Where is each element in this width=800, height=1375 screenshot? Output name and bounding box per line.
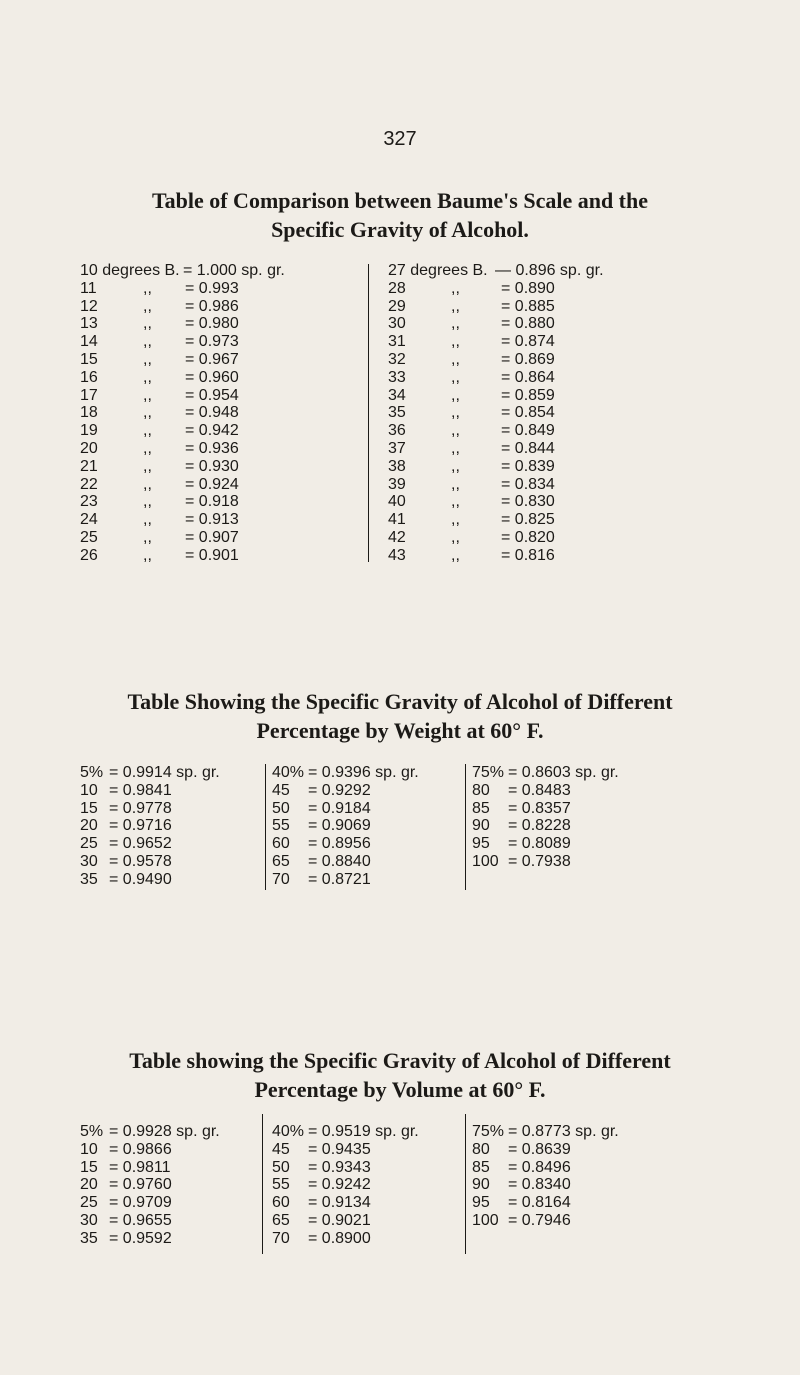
table2-title-line2: Percentage by Weight at 60° F. — [256, 718, 544, 743]
table-row — [472, 853, 672, 871]
ditto-mark: ,, — [143, 493, 152, 511]
ditto-mark: ,, — [143, 333, 152, 351]
gravity-value: = 0.8721 — [308, 870, 371, 888]
table1-title — [0, 186, 800, 244]
table1-title-line2: Specific Gravity of Alcohol. — [271, 217, 529, 242]
ditto-mark: ,, — [143, 279, 152, 297]
degree-number: 38 — [388, 457, 406, 475]
gravity-value: = 0.8357 — [508, 799, 571, 817]
gravity-value: = 0.993 — [185, 279, 239, 297]
percentage: 5% — [80, 764, 104, 781]
table3-title-line2: Percentage by Volume at 60° F. — [254, 1077, 546, 1102]
percentage: 65 — [272, 852, 290, 870]
gravity-value: = 0.9343 — [308, 1158, 371, 1176]
table-row — [80, 1141, 260, 1159]
table-row — [80, 800, 260, 818]
gravity-value: = 0.864 — [501, 368, 555, 386]
gravity-value: = 0.890 — [501, 279, 555, 297]
table1-divider — [368, 264, 369, 562]
gravity-value: = 0.9760 — [109, 1176, 172, 1194]
ditto-mark: ,, — [451, 386, 460, 404]
gravity-value: = 0.9435 — [308, 1140, 371, 1158]
ditto-mark: ,, — [451, 350, 460, 368]
table-row — [80, 1194, 260, 1212]
gravity-value: = 0.869 — [501, 350, 555, 368]
gravity-value: = 0.9242 — [308, 1176, 371, 1194]
gravity-value: = 0.9928 sp. gr. — [109, 1123, 220, 1140]
ditto-mark: ,, — [143, 511, 152, 529]
gravity-value: = 0.874 — [501, 333, 555, 351]
ditto-mark: ,, — [451, 475, 460, 493]
ditto-mark: ,, — [451, 279, 460, 297]
gravity-value: = 0.834 — [501, 475, 555, 493]
table2-title — [0, 687, 800, 745]
gravity-value: = 0.859 — [501, 386, 555, 404]
ditto-mark: ,, — [143, 386, 152, 404]
table-row — [272, 1194, 452, 1212]
gravity-value: = 0.960 — [185, 368, 239, 386]
degree-label: 27 degrees B. — [388, 262, 488, 279]
degree-number: 14 — [80, 333, 98, 351]
gravity-value: = 0.8483 — [508, 781, 571, 799]
gravity-value: = 0.8900 — [308, 1229, 371, 1247]
percentage: 25 — [80, 1194, 98, 1212]
gravity-value: = 0.9069 — [308, 817, 371, 835]
degree-number: 40 — [388, 493, 406, 511]
gravity-value: = 0.8840 — [308, 852, 371, 870]
percentage: 20 — [80, 817, 98, 835]
gravity-value: = 0.8228 — [508, 817, 571, 835]
degree-number: 26 — [80, 546, 98, 564]
table-row — [80, 440, 330, 458]
table-row — [80, 422, 330, 440]
table-row — [272, 1159, 452, 1177]
gravity-value: = 0.839 — [501, 457, 555, 475]
table-row — [80, 853, 260, 871]
table-row — [272, 1141, 452, 1159]
table-row — [272, 782, 452, 800]
percentage: 90 — [472, 817, 490, 835]
table3-column-3 — [472, 1123, 672, 1230]
percentage: 10 — [80, 1140, 98, 1158]
gravity-value: = 0.844 — [501, 439, 555, 457]
degree-number: 19 — [80, 422, 98, 440]
gravity-value: = 0.936 — [185, 439, 239, 457]
ditto-mark: ,, — [143, 350, 152, 368]
degree-number: 35 — [388, 404, 406, 422]
table-row — [388, 422, 678, 440]
degree-number: 16 — [80, 368, 98, 386]
degree-number: 34 — [388, 386, 406, 404]
gravity-value: = 0.9292 — [308, 781, 371, 799]
table-row — [388, 547, 678, 565]
percentage: 80 — [472, 781, 490, 799]
table-row — [80, 404, 330, 422]
table-row — [472, 817, 672, 835]
gravity-value: = 0.924 — [185, 475, 239, 493]
gravity-value: = 0.986 — [185, 297, 239, 315]
table-row — [80, 493, 330, 511]
ditto-mark: ,, — [143, 297, 152, 315]
ditto-mark: ,, — [451, 404, 460, 422]
table-row — [388, 458, 678, 476]
table2-divider-2 — [465, 764, 466, 890]
table-row — [80, 1176, 260, 1194]
gravity-value: = 0.825 — [501, 511, 555, 529]
table-row — [80, 315, 330, 333]
percentage: 85 — [472, 1158, 490, 1176]
gravity-value: = 0.918 — [185, 493, 239, 511]
table3-column-2 — [272, 1123, 452, 1248]
table3-divider-1 — [262, 1114, 263, 1254]
gravity-value: = 0.9716 — [109, 817, 172, 835]
table-row — [272, 1176, 452, 1194]
table-row — [80, 817, 260, 835]
table-row — [388, 476, 678, 494]
percentage: 45 — [272, 781, 290, 799]
gravity-value: = 0.907 — [185, 528, 239, 546]
percentage: 30 — [80, 1211, 98, 1229]
percentage: 65 — [272, 1211, 290, 1229]
degree-number: 11 — [80, 279, 97, 297]
table3-title-line1: Table showing the Specific Gravity of Alcohol of Different — [129, 1048, 671, 1073]
percentage: 25 — [80, 835, 98, 853]
table1-right-first-row — [388, 262, 678, 280]
table-row — [472, 1123, 672, 1141]
table-row — [472, 764, 672, 782]
table3-divider-2 — [465, 1114, 466, 1254]
table1-title-line1: Table of Comparison between Baume's Scale and the — [151, 188, 649, 213]
table-row — [472, 782, 672, 800]
gravity-value: = 0.880 — [501, 315, 555, 333]
table-row — [80, 1230, 260, 1248]
table-row — [388, 529, 678, 547]
gravity-value: = 0.942 — [185, 422, 239, 440]
gravity-value: = 0.930 — [185, 457, 239, 475]
table-row — [272, 835, 452, 853]
degree-number: 36 — [388, 422, 406, 440]
table-row — [388, 315, 678, 333]
ditto-mark: ,, — [451, 528, 460, 546]
gravity-value: = 0.8773 sp. gr. — [508, 1123, 619, 1140]
table2-column-2 — [272, 764, 452, 889]
percentage: 95 — [472, 835, 490, 853]
table-row — [472, 1212, 672, 1230]
table1-left-first-row — [80, 262, 330, 280]
table-row — [472, 1141, 672, 1159]
ditto-mark: ,, — [143, 439, 152, 457]
percentage: 55 — [272, 1176, 290, 1194]
gravity-value: = 0.854 — [501, 404, 555, 422]
table-row — [472, 800, 672, 818]
percentage: 100 — [472, 852, 499, 870]
percentage: 100 — [472, 1211, 499, 1229]
gravity-value: = 0.830 — [501, 493, 555, 511]
degree-number: 28 — [388, 279, 406, 297]
table-row — [80, 1159, 260, 1177]
gravity-value: = 0.973 — [185, 333, 239, 351]
gravity-value: = 1.000 sp. gr. — [183, 262, 285, 279]
gravity-value: = 0.9134 — [308, 1194, 371, 1212]
table-row — [472, 1176, 672, 1194]
table-row — [272, 871, 452, 889]
table-row — [80, 529, 330, 547]
table-row — [80, 476, 330, 494]
gravity-value: = 0.8340 — [508, 1176, 571, 1194]
gravity-value: = 0.9811 — [109, 1158, 171, 1176]
table-row — [388, 298, 678, 316]
gravity-value: = 0.980 — [185, 315, 239, 333]
percentage: 20 — [80, 1176, 98, 1194]
table-row — [388, 404, 678, 422]
percentage: 15 — [80, 1158, 98, 1176]
degree-number: 37 — [388, 439, 406, 457]
ditto-mark: ,, — [143, 475, 152, 493]
table-row — [80, 387, 330, 405]
degree-number: 41 — [388, 511, 406, 529]
table-row — [472, 1159, 672, 1177]
degree-number: 32 — [388, 350, 406, 368]
ditto-mark: ,, — [143, 528, 152, 546]
page-number: 327 — [383, 128, 417, 150]
table-row — [388, 440, 678, 458]
percentage: 80 — [472, 1140, 490, 1158]
gravity-value: = 0.9021 — [308, 1211, 371, 1229]
table-row — [80, 333, 330, 351]
percentage: 45 — [272, 1140, 290, 1158]
gravity-value: = 0.8164 — [508, 1194, 571, 1212]
percentage: 40% — [272, 764, 305, 781]
ditto-mark: ,, — [143, 457, 152, 475]
gravity-value: = 0.849 — [501, 422, 555, 440]
table2-title-line1: Table Showing the Specific Gravity of Alcohol of Different — [127, 689, 673, 714]
table-row — [388, 387, 678, 405]
ditto-mark: ,, — [143, 546, 152, 564]
table1-right-column — [388, 262, 678, 565]
percentage: 90 — [472, 1176, 490, 1194]
percentage: 70 — [272, 870, 290, 888]
table-row — [388, 351, 678, 369]
table-row — [80, 764, 260, 782]
table-row — [272, 817, 452, 835]
percentage: 35 — [80, 1229, 98, 1247]
gravity-value: = 0.9578 — [109, 852, 172, 870]
table3-title — [0, 1046, 800, 1104]
degree-number: 43 — [388, 546, 406, 564]
table-row — [80, 369, 330, 387]
gravity-value: = 0.948 — [185, 404, 239, 422]
percentage: 70 — [272, 1229, 290, 1247]
percentage: 10 — [80, 781, 98, 799]
gravity-value: = 0.9709 — [109, 1194, 172, 1212]
percentage: 50 — [272, 799, 290, 817]
gravity-value: = 0.7938 — [508, 852, 571, 870]
gravity-value: = 0.8089 — [508, 835, 571, 853]
table-row — [80, 1123, 260, 1141]
gravity-value: = 0.9841 — [109, 781, 172, 799]
gravity-value: = 0.9519 sp. gr. — [308, 1123, 419, 1140]
ditto-mark: ,, — [451, 511, 460, 529]
table-row — [272, 1123, 452, 1141]
table-row — [388, 333, 678, 351]
percentage: 60 — [272, 835, 290, 853]
table-row — [80, 458, 330, 476]
ditto-mark: ,, — [143, 368, 152, 386]
table-row — [388, 369, 678, 387]
degree-number: 24 — [80, 511, 98, 529]
percentage: 85 — [472, 799, 490, 817]
gravity-value: = 0.967 — [185, 350, 239, 368]
degree-number: 22 — [80, 475, 98, 493]
gravity-value: = 0.9490 — [109, 870, 172, 888]
gravity-value: — 0.896 sp. gr. — [495, 262, 604, 279]
degree-number: 31 — [388, 333, 406, 351]
ditto-mark: ,, — [451, 368, 460, 386]
table-row — [80, 782, 260, 800]
table2-column-1 — [80, 764, 260, 889]
table-row — [272, 764, 452, 782]
table-row — [80, 871, 260, 889]
ditto-mark: ,, — [143, 315, 152, 333]
gravity-value: = 0.8956 — [308, 835, 371, 853]
table-row — [80, 280, 330, 298]
degree-number: 39 — [388, 475, 406, 493]
table-row — [80, 511, 330, 529]
degree-number: 23 — [80, 493, 98, 511]
degree-number: 30 — [388, 315, 406, 333]
degree-number: 29 — [388, 297, 406, 315]
table-row — [272, 800, 452, 818]
degree-number: 21 — [80, 457, 98, 475]
ditto-mark: ,, — [451, 315, 460, 333]
gravity-value: = 0.816 — [501, 546, 555, 564]
table-row — [80, 835, 260, 853]
degree-number: 18 — [80, 404, 98, 422]
percentage: 15 — [80, 799, 98, 817]
percentage: 40% — [272, 1123, 305, 1140]
degree-number: 33 — [388, 368, 406, 386]
table-row — [388, 493, 678, 511]
table-row — [80, 298, 330, 316]
ditto-mark: ,, — [451, 439, 460, 457]
percentage: 75% — [472, 1123, 505, 1140]
gravity-value: = 0.9652 — [109, 835, 172, 853]
gravity-value: = 0.7946 — [508, 1211, 571, 1229]
gravity-value: = 0.8496 — [508, 1158, 571, 1176]
table-row — [272, 853, 452, 871]
table-row — [472, 835, 672, 853]
degree-label: 10 degrees B. — [80, 262, 180, 279]
ditto-mark: ,, — [451, 493, 460, 511]
table-row — [80, 547, 330, 565]
ditto-mark: ,, — [451, 333, 460, 351]
degree-number: 25 — [80, 528, 98, 546]
percentage: 30 — [80, 852, 98, 870]
percentage: 35 — [80, 870, 98, 888]
table-row — [272, 1230, 452, 1248]
ditto-mark: ,, — [451, 546, 460, 564]
degree-number: 42 — [388, 528, 406, 546]
gravity-value: = 0.901 — [185, 546, 239, 564]
gravity-value: = 0.9655 — [109, 1211, 172, 1229]
gravity-value: = 0.9184 — [308, 799, 371, 817]
degree-number: 12 — [80, 297, 98, 315]
gravity-value: = 0.9778 — [109, 799, 172, 817]
gravity-value: = 0.820 — [501, 528, 555, 546]
gravity-value: = 0.885 — [501, 297, 555, 315]
table2-column-3 — [472, 764, 672, 871]
percentage: 5% — [80, 1123, 104, 1140]
percentage: 50 — [272, 1158, 290, 1176]
table2-divider-1 — [265, 764, 266, 890]
percentage: 55 — [272, 817, 290, 835]
percentage: 75% — [472, 764, 505, 781]
gravity-value: = 0.8639 — [508, 1140, 571, 1158]
degree-number: 17 — [80, 386, 98, 404]
gravity-value: = 0.9396 sp. gr. — [308, 764, 419, 781]
percentage: 95 — [472, 1194, 490, 1212]
table-row — [388, 280, 678, 298]
degree-number: 15 — [80, 350, 98, 368]
degree-number: 13 — [80, 315, 98, 333]
gravity-value: = 0.9592 — [109, 1229, 172, 1247]
gravity-value: = 0.954 — [185, 386, 239, 404]
ditto-mark: ,, — [143, 404, 152, 422]
gravity-value: = 0.9914 sp. gr. — [109, 764, 220, 781]
table-row — [80, 351, 330, 369]
ditto-mark: ,, — [451, 457, 460, 475]
ditto-mark: ,, — [143, 422, 152, 440]
table-row — [272, 1212, 452, 1230]
gravity-value: = 0.8603 sp. gr. — [508, 764, 619, 781]
ditto-mark: ,, — [451, 422, 460, 440]
table-row — [472, 1194, 672, 1212]
gravity-value: = 0.913 — [185, 511, 239, 529]
table-row — [80, 1212, 260, 1230]
percentage: 60 — [272, 1194, 290, 1212]
gravity-value: = 0.9866 — [109, 1140, 172, 1158]
table3-column-1 — [80, 1123, 260, 1248]
table-row — [388, 511, 678, 529]
ditto-mark: ,, — [451, 297, 460, 315]
table1-left-column — [80, 262, 330, 565]
degree-number: 20 — [80, 439, 98, 457]
